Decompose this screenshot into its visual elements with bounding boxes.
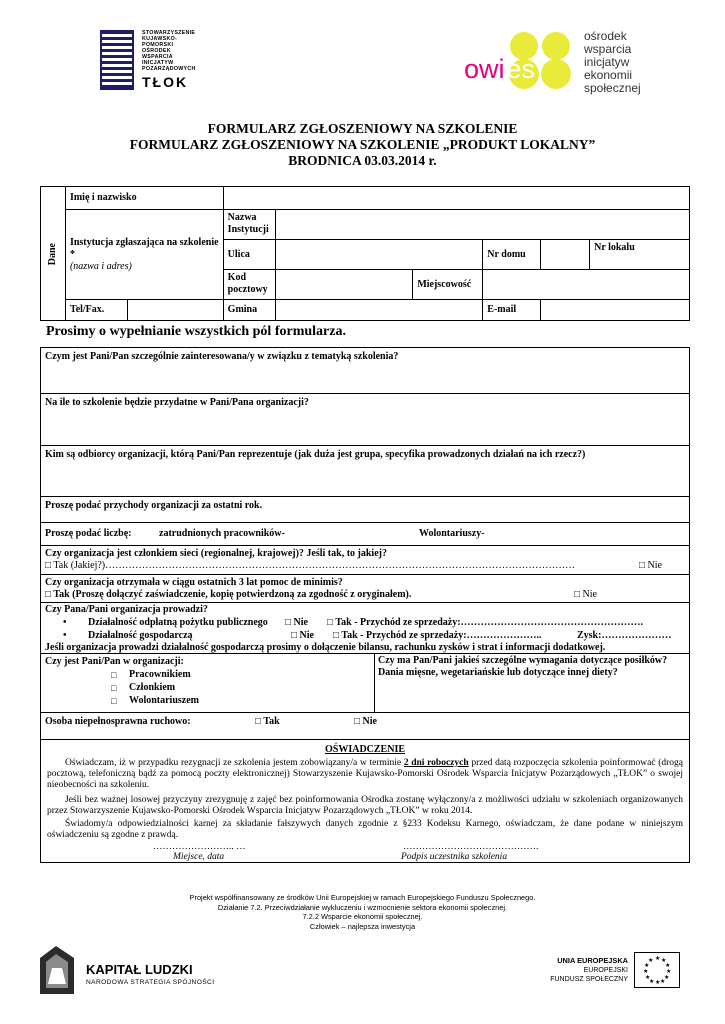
volunteers-label[interactable]: Wolontariuszy- (419, 528, 485, 539)
business-activity-no[interactable]: □ Nie (291, 630, 314, 641)
municipality-label: Gmina (223, 300, 275, 321)
declaration-p1-start: Oświadczam, iż w przypadku rezygnacji ze szkolenia jestem zobowiązany/a w terminie (65, 758, 404, 768)
tlok-logo-text: INICJATYW (142, 60, 174, 66)
house-number-field[interactable] (541, 240, 590, 270)
owies-wordmark-a: owi (464, 54, 505, 84)
tlok-emblem-icon (100, 30, 134, 90)
paid-public-benefit-label: Działalność odpłatną pożytku publicznego (88, 617, 268, 628)
email-label: E-mail (483, 300, 541, 321)
tlok-logo-text: WSPARCIA (142, 54, 173, 60)
form-title: FORMULARZ ZGŁOSZENIOWY NA SZKOLENIE (207, 121, 518, 136)
disability-yes-option[interactable]: □ Tak (255, 716, 280, 727)
tlok-logo-text: STOWARZYSZENIE (142, 30, 196, 36)
institution-label-cell (65, 210, 223, 300)
tlok-logo-text: OŚRODEK (142, 48, 171, 54)
city-label: Miejscowość (413, 270, 483, 300)
svg-text:★: ★ (655, 979, 661, 986)
street-field[interactable] (275, 240, 483, 270)
business-activity-label: Działalność gospodarczą (88, 630, 193, 641)
institution-name-field[interactable] (275, 210, 689, 240)
svg-text:★: ★ (665, 962, 671, 969)
funding-line: Człowiek – najlepsza inwestycja (309, 921, 416, 931)
role-employee-option[interactable]: Pracownikiem (129, 669, 191, 680)
owies-wordmark-b: es (506, 54, 536, 84)
funding-line: 7.2.2 Wsparcie ekonomii społecznej. (302, 912, 423, 922)
tlok-logo (100, 30, 220, 92)
question-de-minimis: Czy organizacja otrzymała w ciągu ostatnich 3 lat pomoc de minimis? (45, 577, 343, 588)
apartment-number-label: Nr lokalu (590, 240, 690, 270)
business-profit-field[interactable]: Zysk:………………… (577, 630, 672, 641)
divider (41, 445, 689, 446)
declaration-paragraph-1 (47, 758, 683, 792)
question-role: Czy jest Pani/Pan w organizacji: (45, 656, 184, 667)
form-subtitle: FORMULARZ ZGŁOSZENIOWY NA SZKOLENIE „PRODUKT LOKALNY” (129, 137, 596, 152)
network-yes-option[interactable]: □ Tak (Jakiej?)…………………………………………………………………………………………………………………………… (45, 560, 576, 571)
svg-text:★: ★ (660, 978, 666, 985)
svg-text:★: ★ (645, 974, 651, 981)
signature-caption: Podpis uczestnika szkolenia (401, 852, 508, 862)
owies-wordmark (464, 54, 536, 85)
bullet-icon: • (63, 630, 67, 641)
kapital-ludzki-title: KAPITAŁ LUDZKI (86, 962, 193, 977)
divider (41, 574, 689, 575)
eu-flag-icon (634, 952, 680, 988)
divider (41, 602, 689, 603)
funding-line: Projekt współfinansowany ze środków Unii Europejskiej w ramach Europejskiego Funduszu Społecznego. (189, 893, 536, 902)
owies-logo-text: ekonomii (584, 68, 633, 82)
declaration-paragraph-3: Świadomy/a odpowiedzialności karnej za składanie fałszywych danych zgodnie z §233 Kodeksu Karnego, oświadczam, że dane podane w niniejszym oświadczeniu są zgodne z prawdą. (47, 819, 683, 841)
svg-text:★: ★ (666, 968, 672, 975)
house-number-label: Nr domu (483, 240, 541, 270)
question-interest: Czym jest Pani/Pan szczególnie zainteresowana/y w związku z tematyką szkolenia? (45, 351, 399, 362)
network-no-option[interactable]: □ Nie (639, 560, 662, 571)
street-label: Ulica (223, 240, 275, 270)
question-disability: Osoba niepełnosprawna ruchowo: (45, 716, 191, 727)
dane-side-label: Dane (47, 243, 58, 266)
postal-code-label: Kod pocztowy (223, 270, 275, 300)
question-revenue: Proszę podać przychody organizacji za ostatni rok. (45, 500, 263, 511)
svg-text:★: ★ (661, 957, 667, 964)
phone-label: Tel/Fax. (65, 300, 127, 321)
postal-code-field[interactable] (275, 270, 413, 300)
question-diet: Czy ma Pan/Pani jakieś szczególne wymagania dotyczące posiłków? Dania mięsne, wegetariańskie lub dotyczące innej diety? (378, 655, 668, 678)
tlok-logo-text: POMORSKI (142, 42, 174, 48)
name-field[interactable] (223, 187, 689, 210)
declaration-paragraph-2: Jeśli bez ważnej losowej przyczyny zrezygnuję z zajęć bez poinformowania Ośrodka zostanę wyłączony/a z możliwości udziału w szkoleniach organizowanych przez Stowarzyszenie Kujawsko-Pomorski Ośrodek Wsparcia Inicjatyw Pozarządowych „TŁOK” w roku 2014. (47, 795, 683, 817)
role-member-option[interactable]: Członkiem (129, 682, 176, 693)
eu-fund-line: FUNDUSZ SPOŁECZNY (550, 976, 628, 983)
declaration-title: OŚWIADCZENIE (324, 744, 406, 755)
date-place-line[interactable]: …………………….. … (153, 842, 246, 852)
checkbox-icon[interactable]: □ (111, 696, 117, 706)
svg-text:★: ★ (664, 974, 670, 981)
eu-logo (540, 950, 680, 992)
form-date: BRODNICA 03.03.2014 r. (288, 153, 437, 168)
de-minimis-no-option[interactable]: □ Nie (574, 589, 597, 600)
kapital-ludzki-emblem-icon (40, 944, 74, 996)
question-network: Czy organizacja jest członkiem sieci (regionalnej, krajowej)? Jeśli tak, to jakiej? (45, 548, 387, 559)
divider (41, 545, 689, 546)
institution-hint: (nazwa i adres) (69, 260, 132, 272)
owies-logo-text: inicjatyw (584, 55, 630, 69)
svg-text:★: ★ (649, 978, 655, 985)
signature-line[interactable]: ……………………………………. (403, 842, 539, 852)
question-recipients: Kim są odbiorcy organizacji, którą Pani/Pan reprezentuje (jak duża jest grupa, specyfika prowadzonych działań na ich rzecz?) (45, 449, 586, 460)
declaration-p1-end: przed datą rozpoczęcia szkolenia poinformować (drogą pocztową, telefoniczną bądź za pomocą poczty elektronicznej) Stowarzyszenie Kujawsko-Pomorski Ośrodek Wsparcia Inicjatyw Pozarządowych „TŁOK” o swojej nieobecności na szkoleniu. (47, 758, 684, 791)
eu-fund-line: EUROPEJSKI (583, 967, 628, 974)
owies-logo-text: społecznej (584, 81, 641, 95)
municipality-field[interactable] (275, 300, 483, 321)
divider (41, 712, 689, 713)
questions-section (40, 347, 690, 863)
divider (41, 496, 689, 497)
funding-line: Działanie 7.2. Przeciwdziałanie wykluczeniu i wzmocnienie sektora ekonomii społecznej. (217, 902, 508, 912)
divider (41, 522, 689, 523)
bullet-icon: • (63, 617, 67, 628)
phone-field[interactable] (127, 300, 223, 321)
svg-text:★: ★ (643, 968, 649, 975)
declaration-deadline: 2 dni roboczych (403, 758, 469, 768)
checkbox-icon[interactable]: □ (111, 683, 117, 693)
divider (374, 653, 375, 712)
kapital-ludzki-subtitle: NARODOWA STRATEGIA SPÓJNOŚCI (86, 979, 215, 986)
svg-text:★: ★ (655, 955, 661, 962)
employees-label[interactable]: zatrudnionych pracowników- (159, 528, 285, 539)
date-place-caption: Miejsce, data (173, 852, 225, 862)
role-volunteer-option[interactable]: Wolontariuszem (129, 695, 199, 706)
paid-public-benefit-yes[interactable]: □ Tak - Przychód ze sprzedaży:………………………………………………. (327, 617, 644, 628)
svg-text:★: ★ (644, 962, 650, 969)
owies-logo (460, 29, 660, 95)
city-field[interactable] (483, 270, 690, 300)
disability-no-option[interactable]: □ Nie (354, 716, 377, 727)
institution-label: Instytucja zgłaszająca na szkolenie * (69, 236, 219, 260)
question-count-label: Proszę podać liczbę: (45, 528, 132, 539)
dane-side-cell (41, 187, 66, 321)
paid-public-benefit-no[interactable]: □ Nie (285, 617, 308, 628)
kapital-ludzki-logo (40, 944, 250, 1000)
tlok-logo-name: TŁOK (142, 74, 189, 90)
email-field[interactable] (541, 300, 690, 321)
owies-logo-text: wsparcia (584, 42, 632, 56)
de-minimis-yes-option[interactable]: □ Tak (Proszę dołączyć zaświadczenie, kopię potwierdzoną za zgodność z oryginałem). (45, 589, 412, 600)
funding-info (0, 893, 725, 931)
institution-name-label: Nazwa Instytucji (223, 210, 275, 240)
divider (41, 393, 689, 394)
owies-logo-text: ośrodek (584, 29, 627, 43)
question-usefulness: Na ile to szkolenie będzie przydatne w Pani/Pana organizacji? (45, 397, 309, 408)
fill-all-notice: Prosimy o wypełnianie wszystkich pól formularza. (46, 324, 346, 339)
name-label: Imię i nazwisko (65, 187, 223, 210)
tlok-logo-text: KUJAWSKO- (142, 36, 178, 42)
divider (41, 653, 689, 654)
personal-data-table (40, 186, 690, 321)
eu-title: UNIA EUROPEJSKA (557, 956, 628, 965)
business-activity-note: Jeśli organizacja prowadzi działalność gospodarczą prosimy o dołączenie bilansu, rachunku zysków i strat i informacji dodatkowej. (45, 642, 606, 653)
question-activity: Czy Pana/Pani organizacja prowadzi? (45, 604, 208, 615)
business-activity-yes[interactable]: □ Tak - Przychód ze sprzedaży:………………….. (333, 630, 542, 641)
svg-text:★: ★ (648, 957, 654, 964)
tlok-logo-text: POZARZĄDOWYCH (142, 66, 196, 72)
checkbox-icon[interactable]: □ (111, 670, 117, 680)
divider (41, 739, 689, 740)
